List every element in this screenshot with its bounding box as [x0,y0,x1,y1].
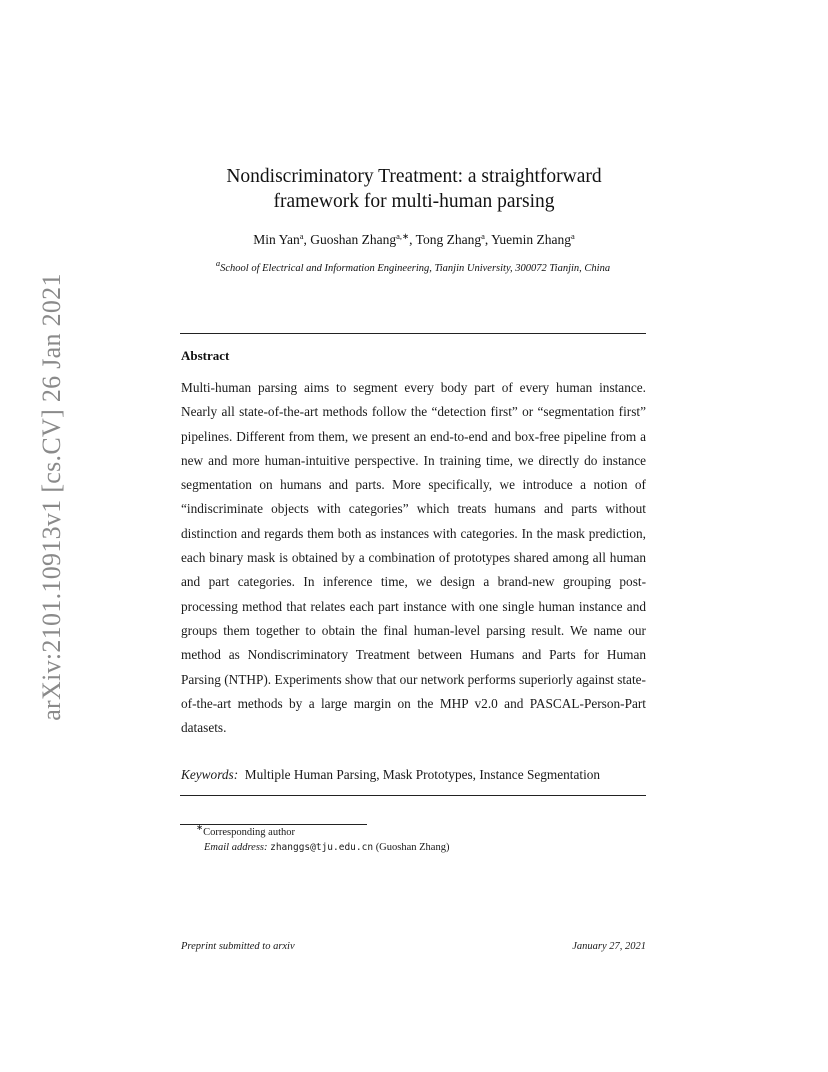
keywords-line [181,767,646,783]
footnote-mark: ∗ [196,822,204,832]
author-name: Guoshan Zhang [310,232,397,247]
author-list [130,232,698,248]
affiliation-mark: a [215,258,221,268]
author-separator: , [484,232,492,247]
email-address-link[interactable]: zhanggs@tju.edu.cn [270,842,374,853]
author-name: Tong Zhang [415,232,482,247]
author-name: Yuemin Zhang [491,232,571,247]
email-label: Email address: [204,842,268,853]
footnote-email [204,842,449,853]
author-separator: , [409,232,416,247]
title-line-2: framework for multi-human parsing [273,191,555,212]
affiliation [180,258,646,276]
abstract-body: Multi-human parsing aims to segment every body part of every human instance. Nearly all state-of-the-art methods follow the “detection first” or “segmentation first” pipelines. Different from them, we present an end-to-end and box-free pipeline from a new and more human-intuitive perspective. In training time, we directly do instance segmentation on humans and parts. More specifically, we introduce a notion of “indiscriminate objects with categories” which treats humans and parts without distinction and regards them both as instances with categories. In the mask prediction, each binary mask is obtained by a combination of prototypes shared among all human and part categories. In inference time, we design a brand-new grouping post-processing method that relates each part instance with one single human instance and groups them together to obtain the final human-level parsing result. We name our method as Nondiscriminatory Treatment between Humans and Parts for Human Parsing (NTHP). Experiments show that our network performs superiorly against state-of-the-art methods by a large margin on the MHP v2.0 and PASCAL-Person-Part datasets. [181,380,646,736]
author-affiliation-mark: a,∗ [396,231,410,241]
email-owner: (Guoshan Zhang) [375,842,450,853]
keywords-label: Keywords: [181,767,239,782]
footnote-rule [180,824,367,825]
affiliation-text: School of Electrical and Information Engineering, Tianjin University, 300072 Tianjin, China [220,263,611,274]
preprint-note: Preprint submitted to arxiv [181,941,295,952]
author-affiliation-mark: a [481,231,485,241]
author-name: Min Yan [253,232,300,247]
arxiv-identifier: arXiv:2101.10913v1 [cs.CV] 26 Jan 2021 [37,273,66,721]
footnote-corresponding [196,822,295,838]
submission-date: January 27, 2021 [572,941,646,952]
title-line-1: Nondiscriminatory Treatment: a straightforward [226,166,602,187]
author-affiliation-mark: a [299,231,304,241]
abstract-heading: Abstract [181,348,230,363]
footnote-corresponding-text: Corresponding author [203,827,295,838]
abstract-top-rule [180,333,646,334]
abstract-bottom-rule [180,795,646,796]
paper-title [130,164,698,214]
author-separator: , [303,232,311,247]
author-affiliation-mark: a [571,231,575,241]
keywords-text: Multiple Human Parsing, Mask Prototypes, Instance Segmentation [244,767,601,782]
